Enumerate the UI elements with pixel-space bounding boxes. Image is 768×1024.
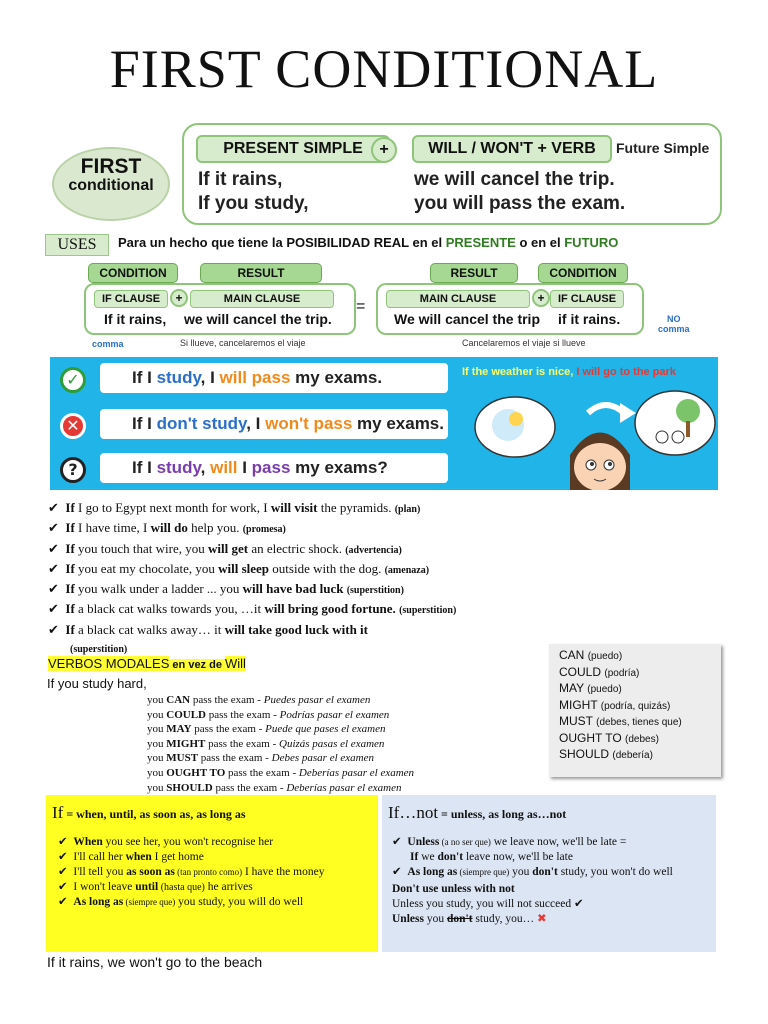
plus-icon: + xyxy=(371,137,397,163)
if-clause-pill-right: IF CLAUSE xyxy=(550,290,624,308)
dont-use-note: Don't use unless with not xyxy=(392,883,515,895)
modal-box-item: COULD (podría) xyxy=(559,664,640,679)
modal-box-item: MIGHT (podría, quizás) xyxy=(559,697,671,712)
modals-intro: If you study hard, xyxy=(47,676,147,691)
example1-if: If it rains, xyxy=(198,169,283,190)
if-clause-pill: IF CLAUSE xyxy=(94,290,168,308)
question-sentence: If I study, will I pass my exams? xyxy=(100,453,448,483)
list-item: ✔ When you see her, you won't recognise her xyxy=(58,836,274,848)
badge-line2: conditional xyxy=(68,177,154,194)
main-clause-pill-right: MAIN CLAUSE xyxy=(386,290,530,308)
order-left-if: If it rains, xyxy=(104,311,167,327)
cartoon-caption: If the weather is nice, I will go to the park xyxy=(462,366,676,378)
cross-icon: ✖ xyxy=(536,913,547,925)
result-label-right: RESULT xyxy=(430,263,518,283)
modal-box-item: CAN (puedo) xyxy=(559,648,623,662)
wrong-example: Unless you don't study, you… ✖ xyxy=(392,913,547,925)
uses-tag: USES xyxy=(45,234,109,256)
modal-line: you COULD pass the exam - Podrías pasar el examen xyxy=(147,708,390,721)
modal-line: you OUGHT TO pass the exam - Deberías pasar el examen xyxy=(147,766,415,779)
boy-thinking-illustration xyxy=(470,385,718,490)
list-item: ✔ If a black cat walks away… it will take good luck with it xyxy=(48,621,368,637)
modal-box-item: MAY (puedo) xyxy=(559,681,622,695)
order-right-result: We will cancel the trip xyxy=(394,311,541,327)
result-label: RESULT xyxy=(200,263,322,283)
order-left-translation: Si llueve, cancelaremos el viaje xyxy=(180,338,306,348)
check-icon: ✓ xyxy=(60,367,86,393)
modal-line: you MAY pass the exam - Puede que pases el examen xyxy=(147,723,386,736)
correct-example: Unless you study, you will not succeed ✔ xyxy=(392,898,584,910)
list-item: ✔ Unless (a no ser que) we leave now, we'll be late = xyxy=(392,836,627,848)
list-item: ✔ I won't leave until (hasta que) he arrives xyxy=(58,881,253,893)
modal-line: you SHOULD pass the exam - Deberías pasar el examen xyxy=(147,781,402,794)
modal-box-item: OUGHT TO (debes) xyxy=(559,730,659,745)
example2-if: If you study, xyxy=(198,193,309,214)
badge-line1: FIRST xyxy=(80,155,142,178)
list-item: ✔ If you walk under a ladder ... you will have bad luck (superstition) xyxy=(48,581,404,597)
list-item: ✔ If you touch that wire, you will get an electric shock. (advertencia) xyxy=(48,540,402,556)
list-item: ✔ I'll tell you as soon as (tan pronto como) I have the money xyxy=(58,866,325,878)
order-left-result: we will cancel the trip. xyxy=(184,311,332,327)
modal-line: you CAN pass the exam - Puedes pasar el examen xyxy=(147,694,371,706)
footer-example: If it rains, we won't go to the beach xyxy=(47,954,263,970)
condition-label-right: CONDITION xyxy=(538,263,628,283)
negative-sentence: If I don't study, I won't pass my exams. xyxy=(100,409,448,439)
modal-box-item: MUST (debes, tienes que) xyxy=(559,714,682,728)
forms-panel xyxy=(50,357,718,490)
plus-icon: + xyxy=(170,289,188,307)
modal-line: you MUST pass the exam - Debes pasar el examen xyxy=(147,752,374,765)
list-item: If we don't leave now, we'll be late xyxy=(410,851,573,863)
modals-title: VERBOS MODALES en vez de Will xyxy=(48,656,246,671)
main-clause-pill: MAIN CLAUSE xyxy=(190,290,334,308)
blue-heading: If…not = unless, as long as…not xyxy=(388,803,567,822)
list-item: ✔ As long as (siempre que) you don't study, you won't do well xyxy=(392,866,673,878)
examples-list xyxy=(48,499,688,659)
first-conditional-badge xyxy=(52,147,170,221)
modals-summary-box xyxy=(549,644,721,777)
future-simple-label: Future Simple xyxy=(616,140,710,156)
formula-box xyxy=(182,123,722,225)
order-right-translation: Cancelaremos el viaje si llueve xyxy=(462,338,586,348)
uses-text: Para un hecho que tiene la POSIBILIDAD REAL en el PRESENTE o en el FUTURO xyxy=(118,235,619,250)
no-comma-note: NO comma xyxy=(658,314,690,334)
list-item: ✔ I'll call her when I get home xyxy=(58,851,204,863)
will-verb-pill: WILL / WON'T + VERB xyxy=(412,135,612,163)
list-item: ✔ As long as (siempre que) you study, you will do well xyxy=(58,896,304,908)
list-item: ✔ If a black cat walks towards you, …it will bring good fortune. (superstition) xyxy=(48,601,457,617)
page-title: FIRST CONDITIONAL xyxy=(109,39,659,99)
equals-sign: = xyxy=(356,298,366,315)
comma-note: comma xyxy=(92,339,124,349)
cross-icon: ✕ xyxy=(60,413,86,439)
modals-lines xyxy=(147,693,414,795)
list-item: ✔ If I have time, I will do help you. (promesa) xyxy=(48,520,286,536)
modal-box-item: SHOULD (debería) xyxy=(559,747,653,761)
if-synonyms-box xyxy=(46,795,378,952)
question-icon: ? xyxy=(60,457,86,483)
order-right-if: if it rains. xyxy=(558,311,621,327)
yellow-heading: If = when, until, as soon as, as long as xyxy=(52,803,246,822)
list-item: ✔ If you eat my chocolate, you will sleep outside with the dog. (amenaza) xyxy=(48,560,430,576)
list-item: ✔ If I go to Egypt next month for work, I will visit the pyramids. (plan) xyxy=(48,500,421,515)
modal-line: you MIGHT pass the exam - Quizás pasas el examen xyxy=(147,737,385,750)
example1-result: we will cancel the trip. xyxy=(414,169,615,190)
plus-icon: + xyxy=(532,289,550,307)
example2-result: you will pass the exam. xyxy=(414,193,626,214)
unless-box xyxy=(382,795,716,952)
condition-label: CONDITION xyxy=(88,263,178,283)
list-item-note: (superstition) xyxy=(70,644,128,656)
affirmative-sentence: If I study, I will pass my exams. xyxy=(100,363,448,393)
present-simple-pill: PRESENT SIMPLE xyxy=(196,135,390,163)
